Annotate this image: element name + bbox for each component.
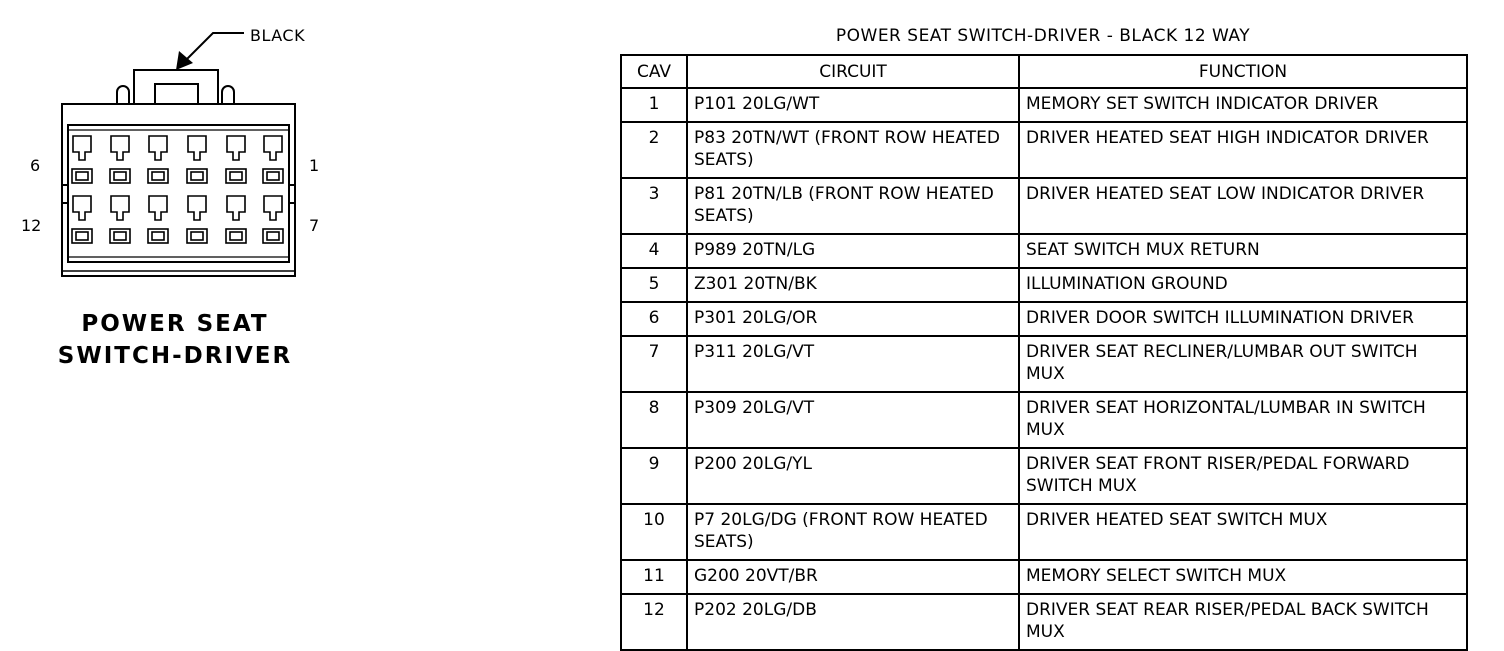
cell-function: DRIVER HEATED SEAT SWITCH MUX bbox=[1019, 504, 1467, 560]
table-row bbox=[621, 88, 1467, 122]
cavity-terminal bbox=[72, 229, 92, 243]
cell-circuit: P83 20TN/WT (FRONT ROW HEATED SEATS) bbox=[687, 122, 1019, 178]
cavity-terminal-inner bbox=[114, 232, 126, 240]
cell-function: DRIVER HEATED SEAT LOW INDICATOR DRIVER bbox=[1019, 178, 1467, 234]
cell-function: MEMORY SET SWITCH INDICATOR DRIVER bbox=[1019, 88, 1467, 122]
table-title: POWER SEAT SWITCH-DRIVER - BLACK 12 WAY bbox=[835, 26, 1251, 46]
cavity-key bbox=[111, 196, 129, 220]
cavity-terminal bbox=[263, 169, 283, 183]
cavity-key bbox=[188, 136, 206, 160]
table-row bbox=[621, 302, 1467, 336]
cell-function: ILLUMINATION GROUND bbox=[1019, 268, 1467, 302]
connector-caption-line1: POWER SEAT bbox=[81, 311, 269, 337]
cavity-terminal-inner bbox=[267, 172, 279, 180]
cell-function: DRIVER SEAT HORIZONTAL/LUMBAR IN SWITCH MUX bbox=[1019, 392, 1467, 448]
cavity-terminal bbox=[226, 169, 246, 183]
cavity-key bbox=[73, 196, 91, 220]
cavity-terminal bbox=[226, 229, 246, 243]
cell-circuit: P81 20TN/LB (FRONT ROW HEATED SEATS) bbox=[687, 178, 1019, 234]
cavity-terminal-inner bbox=[152, 232, 164, 240]
table-row bbox=[621, 336, 1467, 392]
cell-circuit: P7 20LG/DG (FRONT ROW HEATED SEATS) bbox=[687, 504, 1019, 560]
cavity-key bbox=[149, 196, 167, 220]
cell-circuit: P311 20LG/VT bbox=[687, 336, 1019, 392]
cavity-terminal-inner bbox=[191, 232, 203, 240]
cell-circuit: P301 20LG/OR bbox=[687, 302, 1019, 336]
table-row bbox=[621, 392, 1467, 448]
cell-cav: 7 bbox=[621, 336, 687, 392]
cell-circuit: P989 20TN/LG bbox=[687, 234, 1019, 268]
connector-latch bbox=[134, 70, 218, 104]
cavity-terminal-inner bbox=[152, 172, 164, 180]
cell-function: DRIVER SEAT FRONT RISER/PEDAL FORWARD SWITCH MUX bbox=[1019, 448, 1467, 504]
cavity-terminal bbox=[148, 229, 168, 243]
table-row bbox=[621, 560, 1467, 594]
cell-function: MEMORY SELECT SWITCH MUX bbox=[1019, 560, 1467, 594]
cell-function: DRIVER SEAT RECLINER/LUMBAR OUT SWITCH MUX bbox=[1019, 336, 1467, 392]
pin-label-top-right: 1 bbox=[309, 156, 320, 175]
cell-circuit: P202 20LG/DB bbox=[687, 594, 1019, 650]
cavity-terminal bbox=[148, 169, 168, 183]
header-circuit: CIRCUIT bbox=[687, 55, 1019, 88]
cavity-key bbox=[264, 196, 282, 220]
cell-cav: 1 bbox=[621, 88, 687, 122]
cell-cav: 10 bbox=[621, 504, 687, 560]
cell-circuit: P101 20LG/WT bbox=[687, 88, 1019, 122]
cavity-key bbox=[149, 136, 167, 160]
table-row bbox=[621, 178, 1467, 234]
cavity-terminal bbox=[110, 169, 130, 183]
cell-circuit: Z301 20TN/BK bbox=[687, 268, 1019, 302]
pin-label-top-left: 6 bbox=[30, 156, 41, 175]
cavity-key bbox=[188, 196, 206, 220]
cell-function: DRIVER DOOR SWITCH ILLUMINATION DRIVER bbox=[1019, 302, 1467, 336]
cell-cav: 9 bbox=[621, 448, 687, 504]
cavity-terminal-inner bbox=[114, 172, 126, 180]
cavity-terminal-inner bbox=[76, 232, 88, 240]
cell-cav: 5 bbox=[621, 268, 687, 302]
table-row bbox=[621, 122, 1467, 178]
table-row bbox=[621, 504, 1467, 560]
arrowhead-icon bbox=[176, 51, 193, 70]
cell-function: DRIVER HEATED SEAT HIGH INDICATOR DRIVER bbox=[1019, 122, 1467, 178]
connector-color-label: BLACK bbox=[250, 26, 306, 45]
cavity-terminal bbox=[72, 169, 92, 183]
cell-cav: 11 bbox=[621, 560, 687, 594]
cavity-key bbox=[111, 136, 129, 160]
cavity-terminal-inner bbox=[76, 172, 88, 180]
cavity-terminal-inner bbox=[267, 232, 279, 240]
cell-function: DRIVER SEAT REAR RISER/PEDAL BACK SWITCH MUX bbox=[1019, 594, 1467, 650]
cavity-terminal bbox=[187, 229, 207, 243]
cell-cav: 2 bbox=[621, 122, 687, 178]
table-row bbox=[621, 234, 1467, 268]
table-header-row bbox=[621, 55, 1467, 88]
pinout-table bbox=[620, 54, 1468, 651]
cell-cav: 8 bbox=[621, 392, 687, 448]
cell-circuit: P200 20LG/YL bbox=[687, 448, 1019, 504]
cell-cav: 4 bbox=[621, 234, 687, 268]
cavity-terminal-inner bbox=[230, 232, 242, 240]
cell-function: SEAT SWITCH MUX RETURN bbox=[1019, 234, 1467, 268]
cell-cav: 3 bbox=[621, 178, 687, 234]
cavity-terminal bbox=[110, 229, 130, 243]
cavity-key bbox=[227, 136, 245, 160]
table-row bbox=[621, 268, 1467, 302]
connector-bump-left bbox=[117, 86, 129, 104]
table-row bbox=[621, 448, 1467, 504]
cell-circuit: P309 20LG/VT bbox=[687, 392, 1019, 448]
connector-bump-right bbox=[222, 86, 234, 104]
cavity-key bbox=[227, 196, 245, 220]
header-function: FUNCTION bbox=[1019, 55, 1467, 88]
cavity-key bbox=[264, 136, 282, 160]
cell-circuit: G200 20VT/BR bbox=[687, 560, 1019, 594]
table-row bbox=[621, 594, 1467, 650]
cavity-key bbox=[73, 136, 91, 160]
connector-inner-frame bbox=[68, 125, 289, 262]
cell-cav: 12 bbox=[621, 594, 687, 650]
cavity-terminal bbox=[187, 169, 207, 183]
cavity-terminal-inner bbox=[191, 172, 203, 180]
pin-label-bottom-left: 12 bbox=[21, 216, 42, 235]
color-label-leader bbox=[184, 33, 244, 62]
pin-label-bottom-right: 7 bbox=[309, 216, 320, 235]
header-cav: CAV bbox=[621, 55, 687, 88]
connector-caption-line2: SWITCH-DRIVER bbox=[57, 343, 293, 369]
cavity-terminal bbox=[263, 229, 283, 243]
cell-cav: 6 bbox=[621, 302, 687, 336]
cavity-terminal-inner bbox=[230, 172, 242, 180]
